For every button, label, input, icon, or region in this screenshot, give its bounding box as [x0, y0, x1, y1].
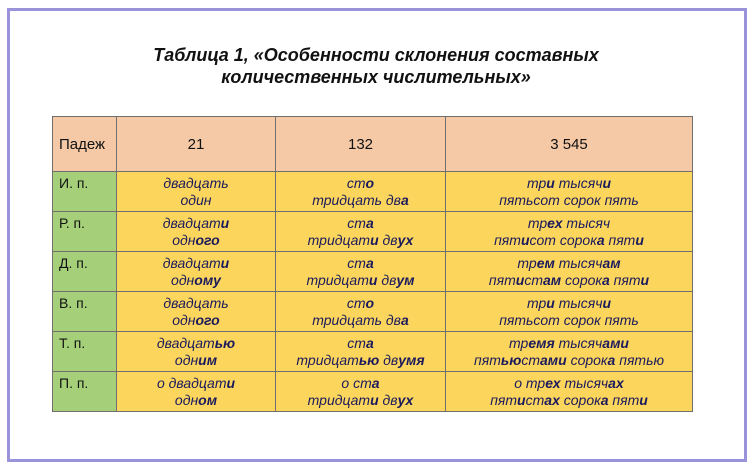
stem-text: сорок — [559, 391, 601, 408]
stem-text: дв — [378, 391, 398, 408]
stem-text: пятьсот сорок пять — [499, 311, 639, 328]
ending-text: ум — [396, 271, 415, 288]
header-case: Падеж — [53, 117, 117, 172]
cell-132-line-1 — [276, 175, 445, 192]
cell-21-line-2 — [117, 272, 275, 289]
stem-text: ст — [347, 254, 366, 271]
stem-text: одн — [171, 271, 195, 288]
cell-132 — [276, 372, 446, 412]
ending-text: а — [365, 334, 374, 351]
table-row — [53, 372, 693, 412]
cell-3545-line-2 — [446, 272, 692, 289]
ending-text: а — [607, 351, 616, 368]
cell-132-line-1 — [276, 335, 445, 352]
stem-text: ст — [346, 294, 366, 311]
stem-text: тридцать дв — [312, 311, 401, 328]
cell-132-line-2 — [276, 312, 445, 329]
title-line-1: Таблица 1, «Особенности склонения составных — [153, 45, 599, 65]
stem-text: тр — [509, 334, 529, 351]
ending-text: и — [635, 231, 644, 248]
case-label: П. п. — [53, 372, 117, 412]
cell-132 — [276, 252, 446, 292]
cell-132-line-2 — [276, 272, 445, 289]
stem-text: ст — [525, 391, 545, 408]
cell-21 — [117, 372, 276, 412]
ending-text: и — [640, 271, 650, 288]
stem-text: тр — [527, 174, 547, 191]
stem-text: тридцат — [296, 351, 359, 368]
ending-text: ами — [602, 334, 629, 351]
stem-text: дв — [378, 231, 398, 248]
table-row — [53, 332, 693, 372]
ending-text: ех — [545, 374, 561, 391]
stem-text: пят — [474, 351, 501, 368]
stem-text: тридцат — [307, 391, 371, 408]
ending-text: а — [602, 271, 610, 288]
ending-text: ому — [194, 271, 221, 288]
stem-text: дв — [377, 271, 397, 288]
cell-3545-line-1 — [446, 295, 692, 312]
cell-3545-line-1 — [446, 215, 692, 232]
declension-table — [52, 116, 693, 412]
cell-3545 — [446, 172, 693, 212]
header-132: 132 — [276, 117, 446, 172]
cell-21-line-2 — [117, 352, 275, 369]
table-row — [53, 212, 693, 252]
stem-text: тридцат — [307, 231, 371, 248]
cell-3545-line-2 — [446, 392, 692, 409]
cell-21 — [117, 212, 276, 252]
cell-132-line-2 — [276, 392, 445, 409]
ending-text: о — [365, 294, 375, 311]
ending-text: а — [400, 311, 409, 328]
stem-text: тр — [527, 294, 547, 311]
table-row — [53, 252, 693, 292]
case-label: Д. п. — [53, 252, 117, 292]
cell-132-line-1 — [276, 295, 445, 312]
stem-text: пят — [609, 271, 641, 288]
cell-3545-line-2 — [446, 232, 692, 249]
stem-text: о тр — [514, 374, 546, 391]
stem-text: одн — [172, 231, 196, 248]
ending-text: и — [368, 271, 378, 288]
stem-text: пят — [490, 391, 518, 408]
stem-text: тысяч — [554, 334, 603, 351]
cell-132 — [276, 172, 446, 212]
ending-text: ем — [536, 254, 555, 271]
ending-text: и — [517, 391, 526, 408]
ending-text: ом — [198, 391, 218, 408]
stem-text: двадцать — [163, 174, 229, 191]
stem-text: сорок — [566, 351, 608, 368]
cell-21 — [117, 332, 276, 372]
ending-text: и — [546, 174, 555, 191]
cell-3545-line-1 — [446, 375, 692, 392]
stem-text: ст — [521, 351, 540, 368]
cell-132-line-1 — [276, 255, 445, 272]
ending-text: и — [370, 391, 379, 408]
stem-text: двадцать — [163, 294, 229, 311]
stem-text: пятью — [615, 351, 664, 368]
ending-text: ого — [195, 311, 220, 328]
ending-text: ью — [500, 351, 522, 368]
case-label: Р. п. — [53, 212, 117, 252]
ending-text: ух — [397, 231, 414, 248]
ending-text: и — [602, 294, 611, 311]
stem-text: тр — [527, 214, 548, 231]
ending-text: а — [400, 191, 409, 208]
cell-21 — [117, 292, 276, 332]
cell-3545 — [446, 332, 693, 372]
cell-3545-line-1 — [446, 335, 692, 352]
ending-text: им — [198, 351, 218, 368]
stem-text: о ст — [341, 374, 372, 391]
cell-21-line-1 — [117, 215, 275, 232]
table-row — [53, 172, 693, 212]
stem-text: ст — [524, 271, 543, 288]
cell-21-line-1 — [117, 255, 275, 272]
cell-21-line-2 — [117, 192, 275, 209]
stem-text: двадцат — [162, 214, 221, 231]
stem-text: сорок — [561, 271, 602, 288]
stem-text: ст — [346, 174, 366, 191]
cell-132-line-2 — [276, 352, 445, 369]
stem-text: одн — [174, 391, 199, 408]
cell-21-line-1 — [117, 335, 275, 352]
cell-132-line-2 — [276, 192, 445, 209]
ending-text: а — [371, 374, 380, 391]
stem-text: сот сорок — [529, 231, 597, 248]
ending-text: и — [226, 374, 236, 391]
ending-text: ах — [544, 391, 560, 408]
stem-text: пят — [608, 391, 640, 408]
ending-text: и — [520, 231, 530, 248]
stem-text: дв — [379, 351, 399, 368]
cell-3545-line-2 — [446, 192, 692, 209]
case-label: В. п. — [53, 292, 117, 332]
cell-132 — [276, 332, 446, 372]
ending-text: и — [546, 294, 555, 311]
cell-132 — [276, 292, 446, 332]
cell-21 — [117, 172, 276, 212]
stem-text: о двадцат — [156, 374, 227, 391]
stem-text: тысяч — [562, 214, 611, 231]
stem-text: пят — [604, 231, 636, 248]
stem-text: тысяч — [554, 294, 603, 311]
cell-3545-line-1 — [446, 175, 692, 192]
cell-3545-line-1 — [446, 255, 692, 272]
cell-21-line-2 — [117, 232, 275, 249]
ending-text: ам — [542, 271, 562, 288]
header-row — [53, 117, 693, 172]
ending-text: и — [220, 214, 230, 231]
ending-text: ого — [195, 231, 220, 248]
stem-text: ст — [347, 214, 366, 231]
table-row — [53, 292, 693, 332]
cell-3545 — [446, 372, 693, 412]
stem-text: одн — [172, 311, 196, 328]
ending-text: и — [220, 254, 230, 271]
table-title — [0, 44, 752, 88]
ending-text: а — [365, 214, 374, 231]
cell-21-line-1 — [117, 295, 275, 312]
ending-text: а — [596, 231, 605, 248]
ending-text: о — [365, 174, 375, 191]
stem-text: пятьсот сорок пять — [499, 191, 639, 208]
cell-21-line-1 — [117, 375, 275, 392]
ending-text: а — [600, 391, 609, 408]
case-label: И. п. — [53, 172, 117, 212]
stem-text: ст — [347, 334, 366, 351]
cell-132 — [276, 212, 446, 252]
cell-21-line-2 — [117, 392, 275, 409]
cell-21-line-1 — [117, 175, 275, 192]
stem-text: тысяч — [560, 374, 609, 391]
stem-text: тр — [517, 254, 537, 271]
case-label: Т. п. — [53, 332, 117, 372]
stem-text: двадцат — [162, 254, 221, 271]
stem-text: тысяч — [554, 254, 603, 271]
title-line-2: количественных числительных» — [221, 67, 531, 87]
cell-132-line-1 — [276, 215, 445, 232]
cell-3545 — [446, 252, 693, 292]
stem-text: тридцат — [306, 271, 369, 288]
ending-text: емя — [528, 334, 555, 351]
cell-3545 — [446, 212, 693, 252]
ending-text: ью — [214, 334, 236, 351]
ending-text: а — [365, 254, 374, 271]
header-3545: 3 545 — [446, 117, 693, 172]
ending-text: и — [515, 271, 525, 288]
cell-132-line-2 — [276, 232, 445, 249]
ending-text: ех — [547, 214, 563, 231]
ending-text: ух — [397, 391, 414, 408]
stem-text: тридцать дв — [312, 191, 401, 208]
stem-text: тысяч — [554, 174, 603, 191]
stem-text: пят — [488, 271, 516, 288]
ending-text: и — [370, 231, 379, 248]
cell-3545-line-2 — [446, 352, 692, 369]
header-21: 21 — [117, 117, 276, 172]
cell-3545 — [446, 292, 693, 332]
cell-3545-line-2 — [446, 312, 692, 329]
cell-21-line-2 — [117, 312, 275, 329]
ending-text: ью — [358, 351, 380, 368]
ending-text: и — [639, 391, 648, 408]
ending-text: ами — [539, 351, 567, 368]
cell-21 — [117, 252, 276, 292]
ending-text: умя — [398, 351, 425, 368]
cell-132-line-1 — [276, 375, 445, 392]
ending-text: и — [602, 174, 611, 191]
stem-text: двадцат — [156, 334, 215, 351]
stem-text: один — [180, 191, 212, 208]
stem-text: пят — [494, 231, 521, 248]
stem-text: одн — [174, 351, 199, 368]
ending-text: ам — [602, 254, 621, 271]
ending-text: ах — [608, 374, 624, 391]
